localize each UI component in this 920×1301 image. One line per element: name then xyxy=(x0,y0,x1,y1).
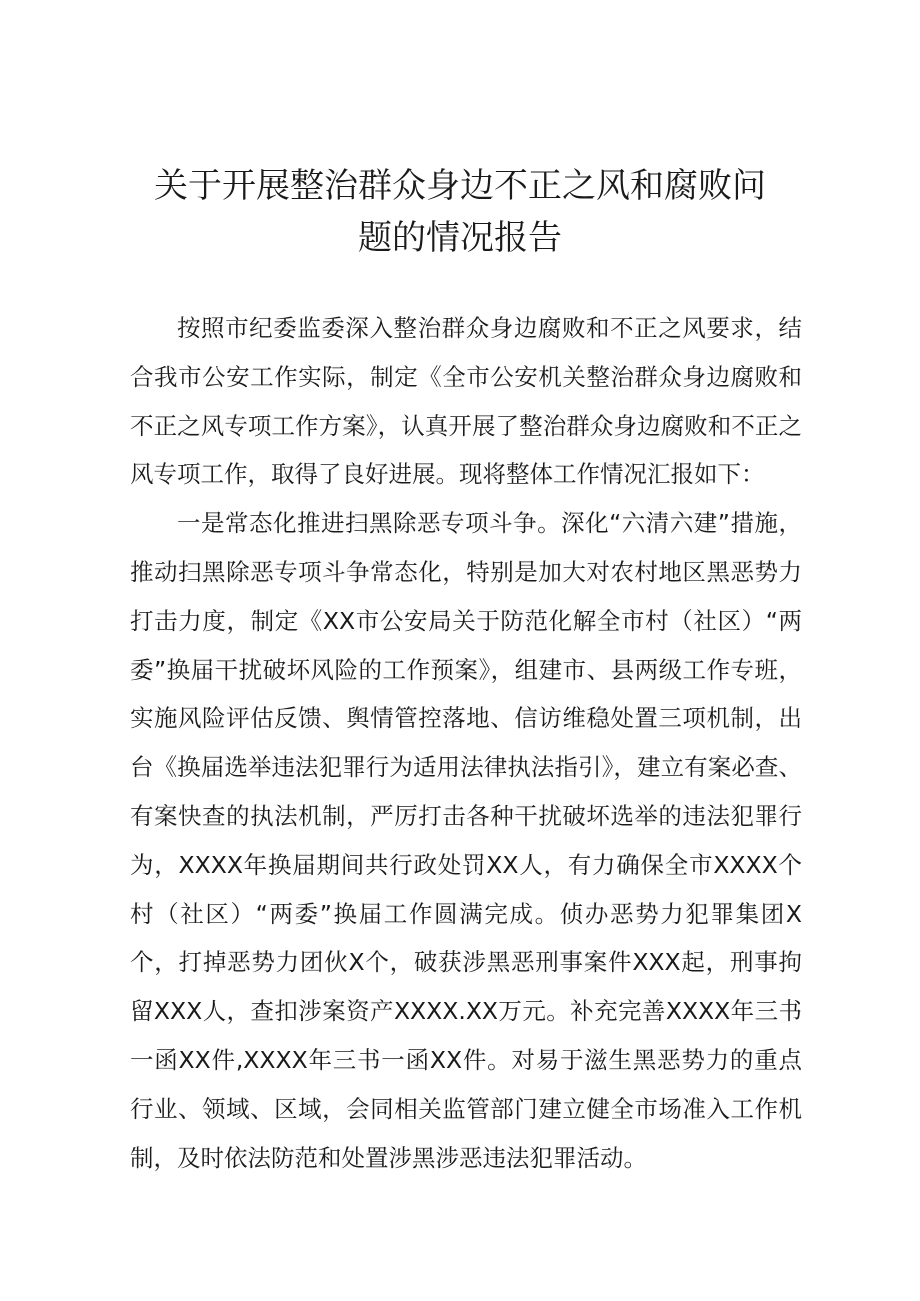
document-title xyxy=(130,160,790,264)
title-line-1: 关于开展整治群众身边不正之风和腐败问 xyxy=(154,166,766,206)
title-line-2: 题的情况报告 xyxy=(358,218,562,258)
paragraph-anti-gang: 一是常态化推进扫黑除恶专项斗争。深化“六清六建”措施，推动扫黑除恶专项斗争常态化，特别是加大对农村地区黑恶势力打击力度，制定《XX市公安局关于防范化解全市村（社区）“两委”换届干扰破坏风险的工作预案》，组建市、县两级工作专班，实施风险评估反馈、舆情管控落地、信访维稳处置三项机制，出台《换届选举违法犯罪行为适用法律执法指引》，建立有案必查、有案快查的执法机制，严厉打击各种干扰破坏选举的违法犯罪行为，XXXX年换届期间共行政处罚XX人，有力确保全市XXXX个村（社区）“两委”换届工作圆满完成。侦办恶势力犯罪集团X个，打掉恶势力团伙X个，破获涉黑恶刑事案件XXX起，刑事拘留XXX人，查扣涉案资产XXXX.XX万元。补充完善XXXX年三书一函XX件,XXXX年三书一函XX件。对易于滋生黑恶势力的重点行业、领域、区域，会同相关监管部门建立健全市场准入工作机制，及时依法防范和处置涉黑涉恶违法犯罪活动。 xyxy=(130,509,802,1172)
document-body xyxy=(130,304,802,1182)
paragraph-intro: 按照市纪委监委深入整治群众身边腐败和不正之风要求，结合我市公安工作实际，制定《全市公安机关整治群众身边腐败和不正之风专项工作方案》，认真开展了整治群众身边腐败和不正之风专项工作，取得了良好进展。现将整体工作情况汇报如下： xyxy=(130,314,802,489)
